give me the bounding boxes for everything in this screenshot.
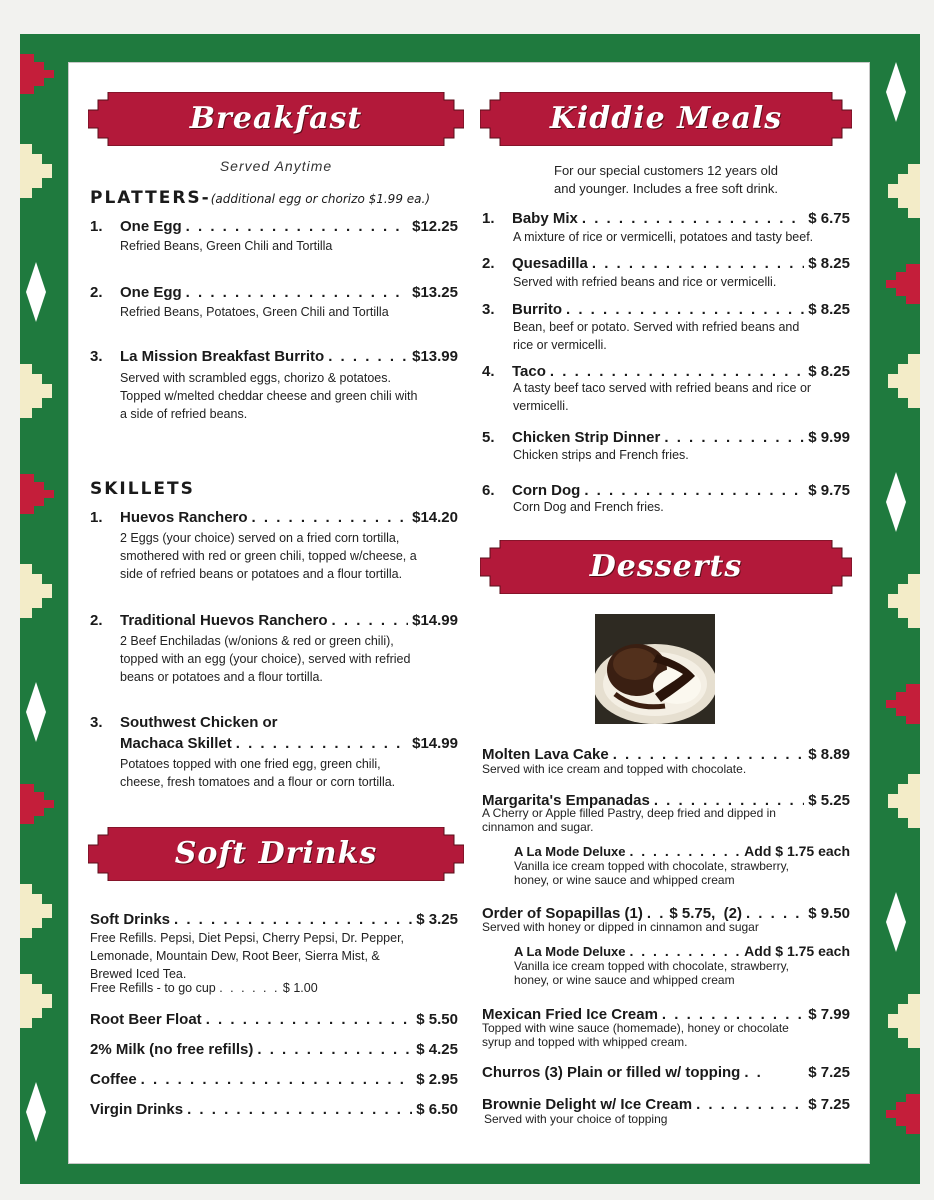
menu-item [482,429,850,446]
leader-dots [187,1101,412,1118]
item-price: $ 5.25 [808,792,850,809]
menu-item [482,301,850,318]
item-name: Baby Mix [512,210,578,227]
item-description: Refried Beans, Green Chili and Tortilla [120,239,333,253]
item-name: Soft Drinks [90,911,171,928]
menu-item [482,1064,850,1081]
leader-dots [664,429,804,446]
served-anytime: Served Anytime [219,158,333,174]
item-price: $ 7.25 [808,1096,850,1113]
item-description: Served with honey or dipped in cinnamon and sugar [482,920,759,934]
item-name: Traditional Huevos Ranchero [120,612,328,629]
item-name: Order of Sopapillas (1) [482,905,643,922]
item-description: 2 Eggs (your choice) served on a fried corn tortilla, smothered with red or green chili, topped w/cheese, a side of refried beans or potatoes and a flour tortilla. [120,531,417,581]
to-go-cup [90,981,318,995]
item-description: A mixture of rice or vermicelli, potatoes and tasty beef. [513,230,814,244]
item-description: 2 Beef Enchiladas (w/onions & red or green chili), topped with an egg (your choice), served with refried beans or potatoes and a flour tortilla. [120,634,411,684]
kiddie-meals-banner [480,92,852,146]
item-number: 4. [482,363,495,380]
kiddie-meals-title: Kiddie Meals [549,101,783,136]
menu-item [90,284,458,301]
item-name: Virgin Drinks [90,1101,184,1118]
menu-item [482,1096,850,1113]
leader-dots: . . [744,1064,763,1081]
item-number: 1. [90,218,103,235]
item-portion: (2) [723,905,742,922]
item-price: $14.20 [412,509,458,526]
item-name: Burrito [512,301,562,318]
item-price: $12.25 [412,218,458,235]
menu-item [482,482,850,499]
item-price: $14.99 [412,735,458,752]
leader-dots [328,348,408,365]
menu-item [482,210,850,227]
item-price: $13.25 [412,284,458,301]
item-price: Add $ 1.75 each [744,943,850,959]
item-name: Southwest Chicken or [120,714,278,731]
leader-dots [566,301,804,318]
kiddie-intro: For our special customers 12 years old and younger. Includes a free soft drink. [553,163,779,196]
item-name: Mexican Fried Ice Cream [482,1006,658,1023]
item-number: 6. [482,482,495,499]
item-description: Vanilla ice cream topped with chocolate, strawberry, honey, or wine sauce and whipped cream [514,959,790,987]
soft-drinks-title: Soft Drinks [174,836,378,871]
item-name: La Mission Breakfast Burrito [120,348,325,365]
lava-cake-photo [595,614,715,724]
a-la-mode-option [514,843,850,859]
item-name: Brownie Delight w/ Ice Cream [482,1096,693,1113]
leader-dots [550,363,804,380]
item-number: 2. [90,612,103,629]
leader-dots [629,843,740,859]
item-price: $ 5.50 [416,1011,458,1028]
item-name: Coffee [90,1071,137,1088]
leader-dots [696,1096,804,1113]
menu-item [90,1041,458,1058]
breakfast-title: Breakfast [189,101,363,136]
item-price: $ 8.25 [808,363,850,380]
item-name: Machaca Skillet [120,735,232,752]
item-name: Taco [512,363,546,380]
item-description: Potatoes topped with one fried egg, green chili, cheese, fresh tomatoes and a flour or corn tortilla. [120,757,396,789]
item-number: 3. [90,348,103,365]
item-description: Refried Beans, Potatoes, Green Chili and Tortilla [120,305,389,319]
item-name: One Egg [120,218,182,235]
item-description: Served with refried beans and rice or vermicelli. [513,275,777,289]
item-name: A La Mode Deluxe [514,944,626,959]
platters-header [90,188,430,208]
item-price: $ 8.89 [808,746,850,763]
item-number: 3. [90,714,103,731]
extra-name: Free Refills - to go cup [90,981,216,995]
item-name: Chicken Strip Dinner [512,429,661,446]
leader-dots [584,482,804,499]
item-name: Corn Dog [512,482,581,499]
item-price: $13.99 [412,348,458,365]
item-price: $ 6.75 [808,210,850,227]
item-price: $ 2.95 [416,1071,458,1088]
leader-dots [582,210,804,227]
item-description: Corn Dog and French fries. [513,500,664,514]
menu-item [90,218,458,235]
menu-item [90,1101,458,1118]
item-name: A La Mode Deluxe [514,844,626,859]
menu-item [90,509,458,526]
item-number: 3. [482,301,495,318]
item-price: $ 9.50 [808,905,850,922]
item-price: $ 6.50 [416,1101,458,1118]
extra-price: $ 1.00 [282,981,318,995]
leader-dots [332,612,409,629]
item-name: Huevos Ranchero [120,509,248,526]
item-price: $14.99 [412,612,458,629]
breakfast-banner [88,92,464,146]
item-price: $ 7.99 [808,1006,850,1023]
menu-item-heading [90,714,278,731]
leader-dots [236,735,408,752]
item-price: $ 5.75, [669,905,716,922]
item-description: Topped with wine sauce (homemade), honey or chocolate syrup and topped with whipped cream. [482,1021,789,1049]
menu-item [90,1071,458,1088]
item-number: 5. [482,429,495,446]
item-description: A Cherry or Apple filled Pastry, deep fried and dipped in cinnamon and sugar. [482,806,776,834]
leader-dots [186,218,408,235]
item-price: $ 9.99 [808,429,850,446]
item-name: Churros (3) Plain or filled w/ topping [482,1064,741,1081]
skillets-header: SKILLETS [90,479,195,499]
item-number: 2. [482,255,495,272]
desserts-banner [480,540,852,594]
platters-note: (additional egg or chorizo $1.99 ea.) [210,192,430,206]
item-name: Root Beer Float [90,1011,202,1028]
menu-item [482,363,850,380]
item-description: Served with your choice of topping [484,1112,668,1126]
item-price: Add $ 1.75 each [744,843,850,859]
leader-dots [186,284,408,301]
item-price: $ 3.25 [416,911,458,928]
menu-item [90,911,458,928]
soft-drinks-banner [88,827,464,881]
item-name: Quesadilla [512,255,588,272]
leader-dots [141,1071,413,1088]
item-name: Margarita's Empanadas [482,792,650,809]
leader-dots [592,255,804,272]
menu-item [120,735,458,752]
item-price: $ 7.25 [808,1064,850,1081]
item-description: Free Refills. Pepsi, Diet Pepsi, Cherry Pepsi, Dr. Pepper, Lemonade, Mountain Dew, Root Beer, Sierra Mist, & Brewed Iced Tea. [90,931,405,981]
leader-dots [252,509,409,526]
platters-title: PLATTERS- [90,188,211,208]
item-description: Bean, beef or potato. Served with refried beans and rice or vermicelli. [513,320,800,352]
menu-item [90,612,458,629]
item-number: 1. [90,509,103,526]
menu-item [482,255,850,272]
menu-item [90,1011,458,1028]
leader-dots: . . . . . . [219,981,280,995]
leader-dots: . . [646,905,666,922]
leader-dots [257,1041,412,1058]
item-name: Molten Lava Cake [482,746,609,763]
a-la-mode-option [514,943,850,959]
item-number: 2. [90,284,103,301]
item-number: 1. [482,210,495,227]
item-description: A tasty beef taco served with refried beans and rice or vermicelli. [513,381,812,413]
menu-item [90,348,458,365]
item-price: $ 8.25 [808,255,850,272]
leader-dots [174,911,412,928]
item-price: $ 4.25 [416,1041,458,1058]
leader-dots [206,1011,413,1028]
desserts-title: Desserts [589,549,743,584]
item-description: Served with ice cream and topped with chocolate. [482,762,747,776]
item-price: $ 9.75 [808,482,850,499]
item-description: Served with scrambled eggs, chorizo & potatoes. Topped w/melted cheddar cheese and green chili with a side of refried beans. [120,371,418,421]
item-name: One Egg [120,284,182,301]
item-name: 2% Milk (no free refills) [90,1041,254,1058]
item-price: $ 8.25 [808,301,850,318]
leader-dots [629,943,740,959]
item-description: Vanilla ice cream topped with chocolate, strawberry, honey, or wine sauce and whipped cream [514,859,790,887]
item-description: Chicken strips and French fries. [513,448,689,462]
